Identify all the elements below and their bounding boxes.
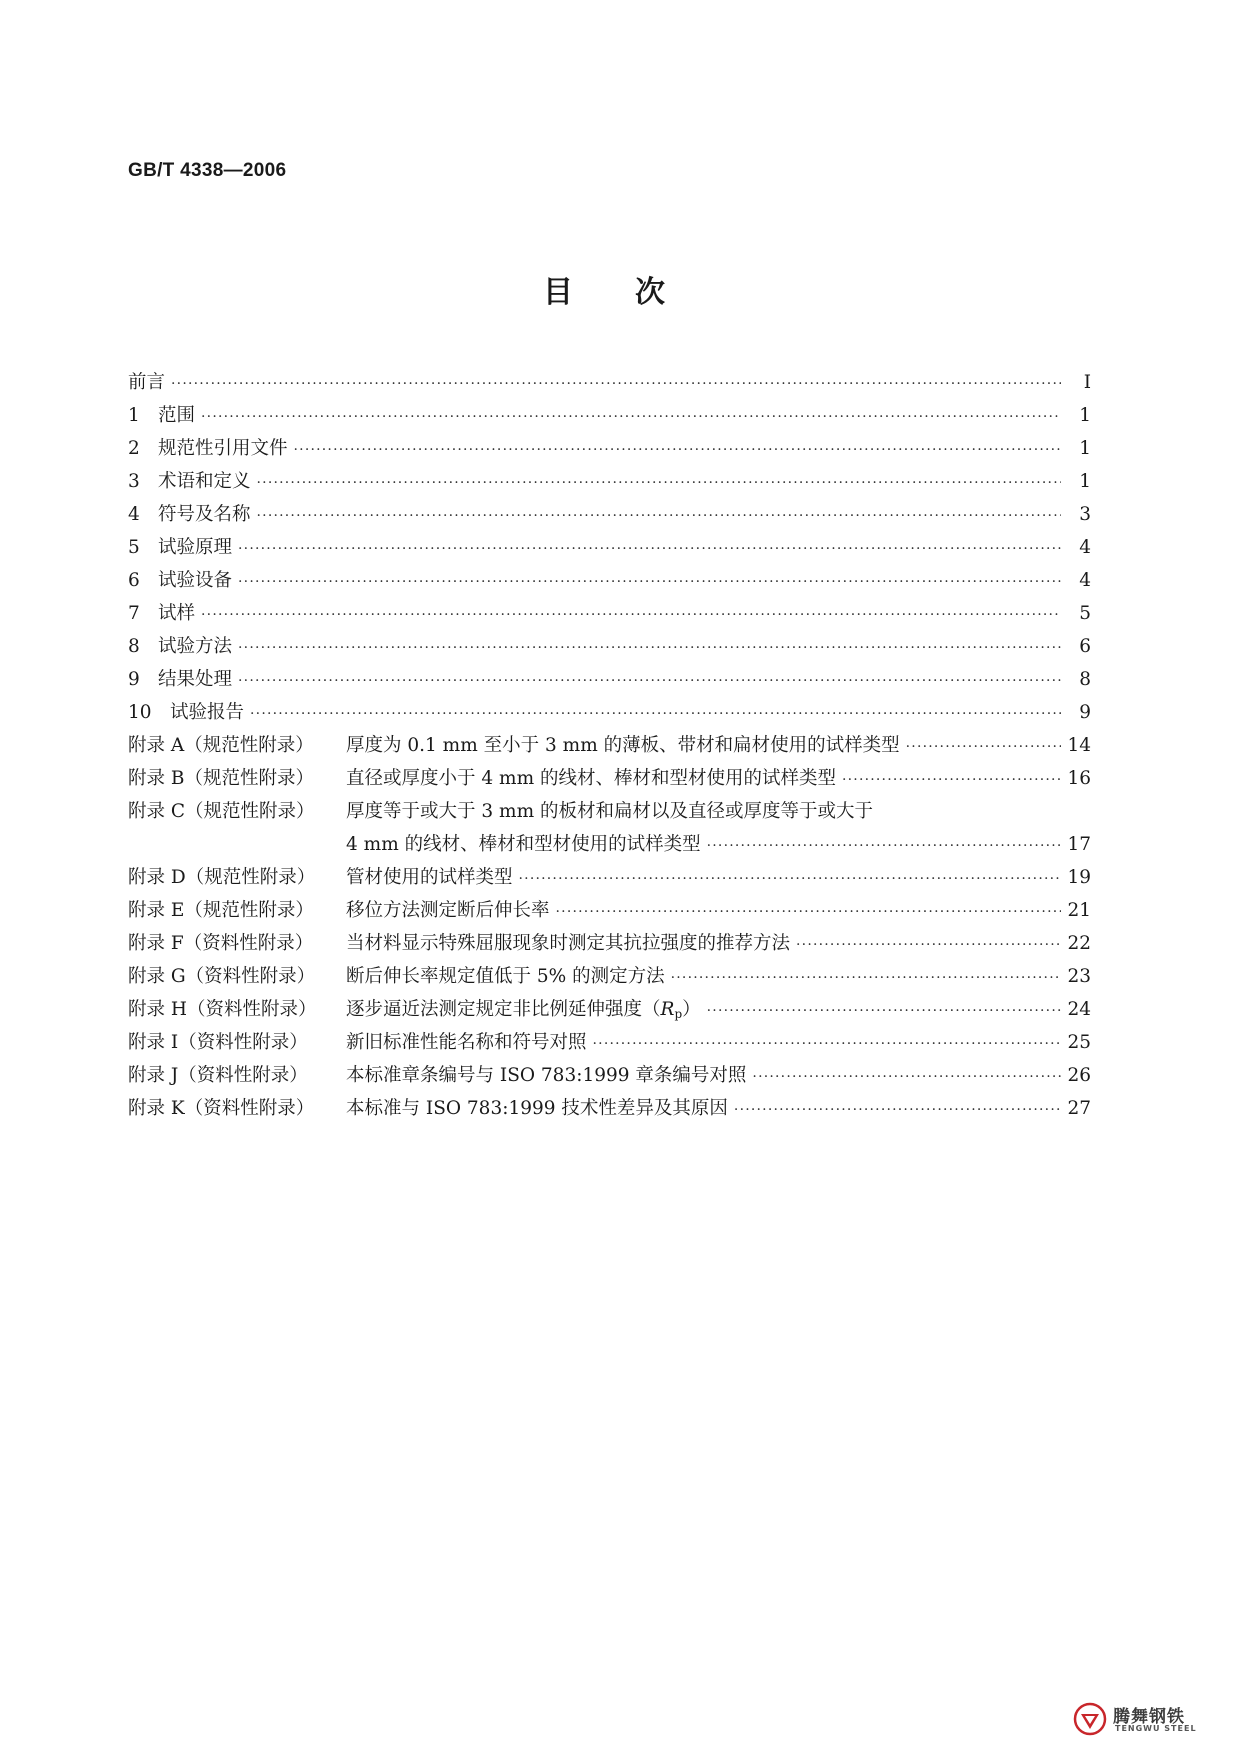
- dot-leader: [707, 830, 1061, 863]
- toc-entry-page: 4: [1079, 537, 1091, 558]
- toc-title-char-2: 次: [635, 275, 665, 310]
- dot-leader: [257, 500, 1061, 533]
- toc-entry-page: 4: [1079, 570, 1091, 591]
- toc-entry[interactable]: [128, 696, 1091, 729]
- toc-entry-page: 5: [1079, 603, 1091, 624]
- dot-leader: [671, 962, 1061, 995]
- toc-entry[interactable]: [128, 630, 1091, 663]
- appendix-title: 当材料显示特殊屈服现象时测定其抗拉强度的推荐方法: [346, 933, 791, 954]
- toc-title: [543, 267, 683, 310]
- appendix-page: 24: [1067, 999, 1091, 1020]
- toc-entry-page: 6: [1079, 636, 1091, 657]
- toc-entry-title: 术语和定义: [158, 471, 251, 492]
- toc-entry-title: 试样: [158, 603, 196, 624]
- toc-entry-title: 范围: [158, 405, 196, 426]
- appendix-label: 附录 G（资料性附录）: [128, 966, 316, 987]
- toc-entry-number: 6: [128, 570, 140, 591]
- toc-entry[interactable]: [128, 597, 1091, 630]
- toc-appendix-c-continued[interactable]: [128, 828, 1091, 861]
- appendix-page: 17: [1067, 834, 1091, 855]
- dot-leader: [519, 863, 1061, 896]
- toc-appendix-j[interactable]: [128, 1059, 1091, 1092]
- appendix-title: 断后伸长率规定值低于 5% 的测定方法: [346, 966, 665, 987]
- dot-leader: [201, 401, 1061, 434]
- appendix-label: 附录 E（规范性附录）: [128, 900, 314, 921]
- appendix-page: 23: [1067, 966, 1091, 987]
- dot-leader: [238, 665, 1061, 698]
- appendix-label: 附录 D（规范性附录）: [128, 867, 316, 888]
- toc-entry-number: 8: [128, 636, 140, 657]
- appendix-page: 25: [1067, 1032, 1091, 1053]
- toc-entry-title: 结果处理: [158, 669, 233, 690]
- toc-entry[interactable]: [128, 432, 1091, 465]
- symbol-subscript-p: p: [674, 1007, 683, 1021]
- appendix-title-end: ）: [682, 999, 701, 1020]
- toc-entry-number: 9: [128, 669, 140, 690]
- dot-leader: [201, 599, 1061, 632]
- appendix-label: 附录 I（资料性附录）: [128, 1032, 308, 1053]
- dot-leader: [842, 764, 1061, 797]
- toc-entry-number: 10: [128, 702, 152, 723]
- toc-entry-number: 7: [128, 603, 140, 624]
- appendix-label: 附录 F（资料性附录）: [128, 933, 314, 954]
- watermark-logo: [1073, 1700, 1223, 1738]
- appendix-label: 附录 H（资料性附录）: [128, 999, 317, 1020]
- toc-entry-page: 3: [1079, 504, 1091, 525]
- toc-entry-title: 试验报告: [170, 702, 245, 723]
- appendix-page: 26: [1067, 1065, 1091, 1086]
- toc-appendix-e[interactable]: [128, 894, 1091, 927]
- appendix-title-continued: 4 mm 的线材、棒材和型材使用的试样类型: [346, 834, 701, 855]
- toc-entry-preface[interactable]: [128, 366, 1091, 399]
- dot-leader: [238, 566, 1061, 599]
- toc-entry[interactable]: [128, 531, 1091, 564]
- toc-title-char-1: 目: [543, 275, 573, 310]
- dot-leader: [752, 1061, 1061, 1094]
- toc-entry[interactable]: [128, 663, 1091, 696]
- dot-leader: [238, 533, 1061, 566]
- appendix-title: 管材使用的试样类型: [346, 867, 513, 888]
- toc-entry-number: 3: [128, 471, 140, 492]
- tengwu-logo-icon: [1073, 1702, 1107, 1736]
- appendix-page: 27: [1067, 1098, 1091, 1119]
- toc-entry-title: 试验原理: [158, 537, 233, 558]
- dot-leader: [556, 896, 1061, 929]
- appendix-page: 19: [1067, 867, 1091, 888]
- toc-entry-page: 1: [1079, 438, 1091, 459]
- dot-leader: [734, 1094, 1061, 1127]
- appendix-label: 附录 K（资料性附录）: [128, 1098, 315, 1119]
- appendix-label: 附录 A（规范性附录）: [128, 735, 314, 756]
- toc-entry-number: 2: [128, 438, 140, 459]
- toc-entry-page: 1: [1079, 471, 1091, 492]
- appendix-label: 附录 J（资料性附录）: [128, 1065, 308, 1086]
- appendix-page: 16: [1067, 768, 1091, 789]
- toc-appendix-i[interactable]: [128, 1026, 1091, 1059]
- toc-entry-title: 符号及名称: [158, 504, 251, 525]
- toc-appendix-h[interactable]: [128, 993, 1091, 1026]
- toc-entry[interactable]: [128, 564, 1091, 597]
- appendix-label: 附录 B（规范性附录）: [128, 768, 314, 789]
- toc-entry-number: 1: [128, 405, 140, 426]
- appendix-page: 22: [1067, 933, 1091, 954]
- dot-leader: [250, 698, 1061, 731]
- watermark-brand-en: TENGWU STEEL: [1115, 1724, 1197, 1733]
- appendix-title: 本标准与 ISO 783:1999 技术性差异及其原因: [346, 1098, 728, 1119]
- appendix-title: 本标准章条编号与 ISO 783:1999 章条编号对照: [346, 1065, 747, 1086]
- appendix-page: 14: [1067, 735, 1091, 756]
- toc-list: [128, 366, 1091, 1125]
- symbol-r: R: [660, 999, 675, 1020]
- toc-entry-page: 1: [1079, 405, 1091, 426]
- toc-entry-number: 5: [128, 537, 140, 558]
- dot-leader: [171, 368, 1061, 401]
- dot-leader: [257, 467, 1061, 500]
- toc-entry-title: 规范性引用文件: [158, 438, 288, 459]
- appendix-title: 厚度为 0.1 mm 至小于 3 mm 的薄板、带材和扁材使用的试样类型: [346, 735, 900, 756]
- appendix-title: 厚度等于或大于 3 mm 的板材和扁材以及直径或厚度等于或大于: [346, 801, 873, 822]
- dot-leader: [593, 1028, 1061, 1061]
- appendix-label: 附录 C（规范性附录）: [128, 801, 315, 822]
- watermark-brand: 腾舞钢铁: [1113, 1707, 1185, 1727]
- toc-appendix-g[interactable]: [128, 960, 1091, 993]
- toc-entry-page: 9: [1079, 702, 1091, 723]
- dot-leader: [796, 929, 1061, 962]
- toc-entry-title: 试验方法: [158, 636, 233, 657]
- toc-appendix-f[interactable]: [128, 927, 1091, 960]
- appendix-title: 新旧标准性能名称和符号对照: [346, 1032, 587, 1053]
- toc-entry[interactable]: [128, 399, 1091, 432]
- toc-appendix-k[interactable]: [128, 1092, 1091, 1125]
- toc-entry-number: 4: [128, 504, 140, 525]
- dot-leader: [294, 434, 1061, 467]
- appendix-page: 21: [1067, 900, 1091, 921]
- toc-entry[interactable]: [128, 465, 1091, 498]
- standard-id: GB/T 4338—2006: [128, 160, 287, 181]
- toc-entry[interactable]: [128, 498, 1091, 531]
- toc-entry-title: 试验设备: [158, 570, 233, 591]
- toc-entry-page: I: [1083, 372, 1091, 393]
- dot-leader: [906, 731, 1061, 764]
- dot-leader: [707, 995, 1061, 1028]
- toc-entry-page: 8: [1079, 669, 1091, 690]
- toc-entry-title: 前言: [128, 372, 166, 393]
- appendix-title: 直径或厚度小于 4 mm 的线材、棒材和型材使用的试样类型: [346, 768, 836, 789]
- dot-leader: [238, 632, 1061, 665]
- toc-appendix-d[interactable]: [128, 861, 1091, 894]
- appendix-title: 移位方法测定断后伸长率: [346, 900, 550, 921]
- toc-appendix-c[interactable]: [128, 795, 1091, 828]
- toc-appendix-a[interactable]: [128, 729, 1091, 762]
- appendix-title-text: 逐步逼近法测定规定非比例延伸强度（: [346, 999, 661, 1020]
- toc-appendix-b[interactable]: [128, 762, 1091, 795]
